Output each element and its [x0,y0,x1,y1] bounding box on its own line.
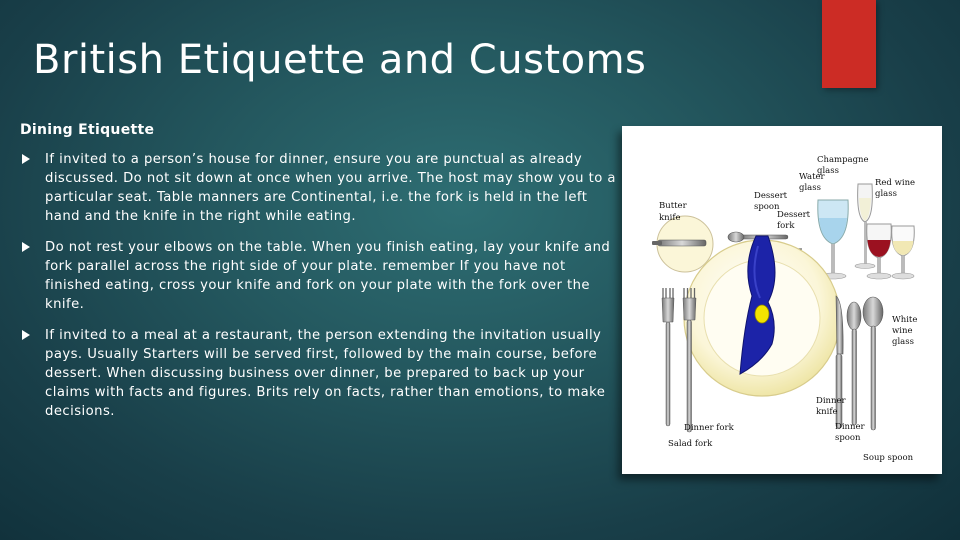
label-water-glass: glass [799,183,821,193]
label-red-wine-glass: Red wine [875,178,916,188]
red-wine-glass-icon [867,224,892,279]
bullet-item [22,326,622,421]
bullet-arrow-icon [22,154,30,164]
label-dinner-fork: Dinner fork [684,423,734,433]
label-champagne-glass: Champagne [817,155,869,165]
label-soup-spoon: Soup spoon [863,453,914,463]
dinner-fork-icon [683,288,696,432]
dinner-spoon-icon [847,302,861,425]
label-white-wine-glass: White [892,315,918,325]
label-dessert-fork: fork [777,221,795,231]
bullet-item [22,150,622,226]
label-water-glass: Water [799,172,825,182]
label-salad-fork: Salad fork [668,439,713,449]
water-glass-icon [818,200,848,279]
bullet-text: Do not rest your elbows on the table. When you finish eating, lay your knife and fork parallel across the right side of your plate. remember If you have not finished eating, cross your knife and fork on your plate with the fork over the knife. [45,240,611,312]
table-setting-diagram [622,126,942,474]
white-wine-glass-icon [892,226,915,279]
bullet-arrow-icon [22,242,30,252]
label-dessert-spoon: spoon [754,202,780,212]
bullet-item [22,238,622,314]
bullet-list [22,150,622,433]
label-dinner-spoon: spoon [835,433,861,443]
label-butter-knife: knife [659,213,681,223]
label-white-wine-glass: wine [892,326,913,336]
label-dinner-knife: knife [816,407,838,417]
section-heading: Dining Etiquette [20,122,155,138]
salad-fork-icon [662,288,674,426]
bullet-text: If invited to a meal at a restaurant, the person extending the invitation usually pays. Usually Starters will be served first, followed by the main course, before dessert. When discussing business over dinner, be prepared to back up your claims with facts and figures. Brits rely on facts, rather than emotions, to make decisions. [45,328,606,419]
label-white-wine-glass: glass [892,337,914,347]
label-dessert-spoon: Dessert [754,191,788,201]
label-dessert-fork: Dessert [777,210,811,220]
accent-tab [822,0,876,88]
soup-spoon-icon [863,297,883,430]
bullet-arrow-icon [22,330,30,340]
slide-title: British Etiquette and Customs [33,37,647,83]
label-dinner-knife: Dinner [816,396,846,406]
label-red-wine-glass: glass [875,189,897,199]
label-dinner-spoon: Dinner [835,422,865,432]
label-champagne-glass: glass [817,166,839,176]
table-setting-illustration [622,126,942,474]
label-butter-knife: Butter [659,201,687,211]
bread-plate-icon [652,216,713,272]
bullet-text: If invited to a person’s house for dinner, ensure you are punctual as already discussed. Do not sit down at once when you arrive. The host may show you to a particular seat. Table manners are Continental, i.e. the fork is held in the left hand and the knife in the right while eating. [45,152,616,224]
